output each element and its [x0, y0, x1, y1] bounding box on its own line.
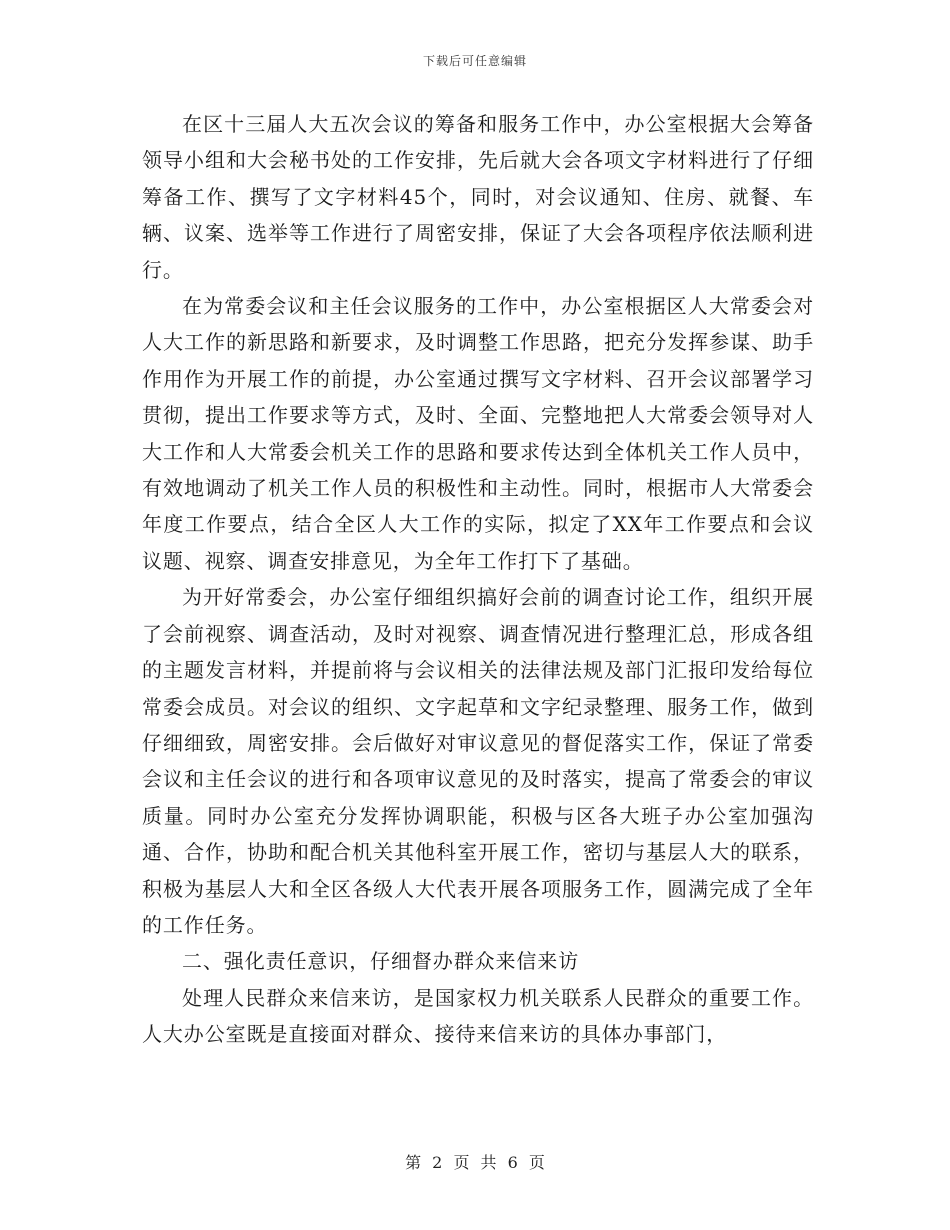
section-heading-letters-visits: 二、强化责任意识，仔细督办群众来信来访 [182, 949, 580, 974]
paragraph-congress-session: 在区十三届人大五次会议的筹备和服务工作中，办公室根据大会筹备领导小组和大会秘书处的工作安排，先后就大会各项文字材料进行了仔细筹备工作、撰写了文字材料45个，同时，对会议通知、住房、就餐、车辆、议案、选举等工作进行了周密安排，保证了大会各项程序依法顺利进行。 [142, 112, 814, 282]
paragraph-committee-meetings: 为开好常委会，办公室仔细组织搞好会前的调查讨论工作，组织开展了会前视察、调查活动，及时对视察、调查情况进行整理汇总，形成各组的主题发言材料，并提前将与会议相关的法律法规及部门汇报印发给每位常委会成员。对会议的组织、文字起草和文字纪录整理、服务工作，做到仔细细致，周密安排。会后做好对审议意见的督促落实工作，保证了常委会议和主任会议的进行和各项审议意见的及时落实，提高了常委会的审议质量。同时办公室充分发挥协调职能，积极与区各大班子办公室加强沟通、合作，协助和配合机关其他科室开展工作，密切与基层人大的联系，积极为基层人大和全区各级人大代表开展各项服务工作，圆满完成了全年的工作任务。 [142, 585, 814, 937]
paragraph-letters-visits: 处理人民群众来信来访，是国家权力机关联系人民群众的重要工作。人大办公室既是直接面对群众、接待来信来访的具体办事部门， [142, 985, 814, 1047]
page-number: 第 2 页 共 6 页 [405, 1153, 545, 1172]
document-body [142, 106, 814, 1053]
page-header-note: 下载后可任意编辑 [422, 54, 527, 68]
paragraph-standing-committee: 在为常委会议和主任会议服务的工作中，办公室根据区人大常委会对人大工作的新思路和新要求，及时调整工作思路，把充分发挥参谋、助手作用作为开展工作的前提，办公室通过撰写文字材料、召开会议部署学习贯彻，提出工作要求等方式，及时、全面、完整地把人大常委会领导对人大工作和人大常委会机关工作的思路和要求传达到全体机关工作人员中，有效地调动了机关工作人员的积极性和主动性。同时，根据市人大常委会年度工作要点，结合全区人大工作的实际，拟定了XX年工作要点和会议议题、视察、调查安排意见，为全年工作打下了基础。 [142, 294, 814, 573]
